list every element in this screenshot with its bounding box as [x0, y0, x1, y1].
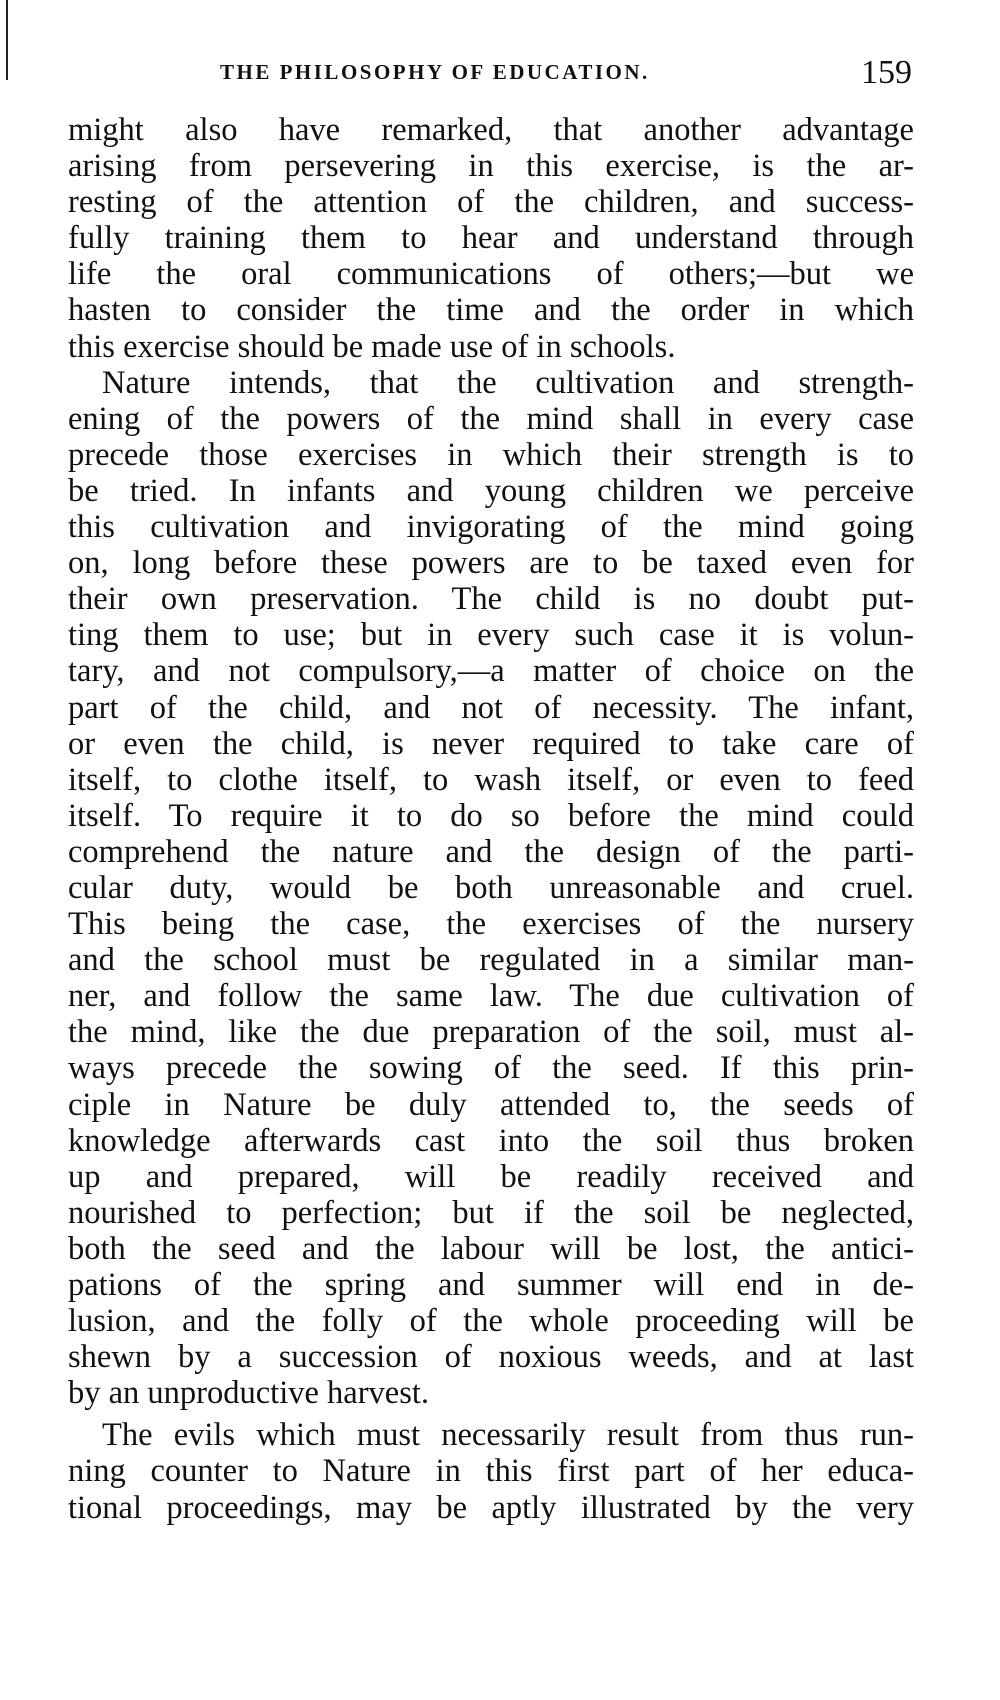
text-line: precede those exercises in which their strength is to: [68, 436, 914, 473]
running-head-title: THE PHILOSOPHY OF EDUCATION.: [220, 60, 650, 84]
text-line: ening of the powers of the mind shall in every case: [68, 400, 914, 437]
paragraph: [68, 1417, 914, 1525]
paragraph: [68, 112, 914, 365]
text-line: The evils which must necessarily result from thus run-: [102, 1417, 914, 1454]
text-line: shewn by a succession of noxious weeds, and at last: [68, 1339, 914, 1376]
text-line: resting of the attention of the children, and success-: [68, 184, 914, 221]
running-head: [70, 54, 912, 98]
text-line: and the school must be regulated in a similar man-: [68, 942, 914, 979]
text-line: this exercise should be made use of in schools.: [68, 328, 676, 365]
text-line: life the oral communications of others;—but we: [68, 256, 914, 293]
text-line: lusion, and the folly of the whole proceeding will be: [68, 1303, 914, 1340]
text-line: ting them to use; but in every such case it is volun-: [68, 617, 914, 654]
text-line: tional proceedings, may be aptly illustrated by the very: [68, 1489, 914, 1526]
text-line: ning counter to Nature in this first part of her educa-: [68, 1453, 914, 1490]
text-line: by an unproductive harvest.: [68, 1375, 430, 1412]
text-line: might also have remarked, that another advantage: [68, 112, 914, 148]
text-line: Nature intends, that the cultivation and strength-: [102, 364, 914, 401]
text-line: nourished to perfection; but if the soil be neglected,: [68, 1194, 914, 1231]
text-line: or even the child, is never required to take care of: [68, 725, 914, 762]
text-line: part of the child, and not of necessity. The infant,: [68, 689, 914, 726]
text-line: itself. To require it to do so before the mind could: [68, 797, 914, 834]
text-line: ways precede the sowing of the seed. If this prin-: [68, 1050, 914, 1087]
text-line: on, long before these powers are to be taxed even for: [68, 545, 914, 582]
body-text: [68, 112, 914, 1526]
text-line: both the seed and the labour will be lost, the antici-: [68, 1230, 914, 1267]
text-line: comprehend the nature and the design of the parti-: [68, 833, 914, 870]
text-line: This being the case, the exercises of the nursery: [68, 906, 914, 943]
text-line: knowledge afterwards cast into the soil thus broken: [68, 1122, 914, 1159]
text-line: fully training them to hear and understand through: [68, 220, 914, 257]
text-line: ner, and follow the same law. The due cultivation of: [68, 978, 914, 1015]
text-line: itself, to clothe itself, to wash itself, or even to feed: [68, 761, 914, 798]
page-edge-line: [6, 0, 8, 80]
text-line: their own preservation. The child is no doubt put-: [68, 581, 914, 618]
text-line: tary, and not compulsory,—a matter of choice on the: [68, 653, 914, 690]
text-line: hasten to consider the time and the order in which: [68, 292, 914, 329]
text-line: this cultivation and invigorating of the mind going: [68, 509, 914, 546]
text-line: be tried. In infants and young children we perceive: [68, 472, 914, 509]
page-number: 159: [861, 54, 912, 91]
text-line: the mind, like the due preparation of the soil, must al-: [68, 1014, 914, 1051]
text-line: pations of the spring and summer will end in de-: [68, 1267, 914, 1303]
text-line: arising from persevering in this exercise, is the ar-: [68, 148, 914, 185]
text-line: up and prepared, will be readily received and: [68, 1158, 914, 1195]
text-line: cular duty, would be both unreasonable and cruel.: [68, 869, 914, 906]
text-line: ciple in Nature be duly attended to, the seeds of: [68, 1086, 914, 1123]
paragraph: [68, 365, 914, 1412]
